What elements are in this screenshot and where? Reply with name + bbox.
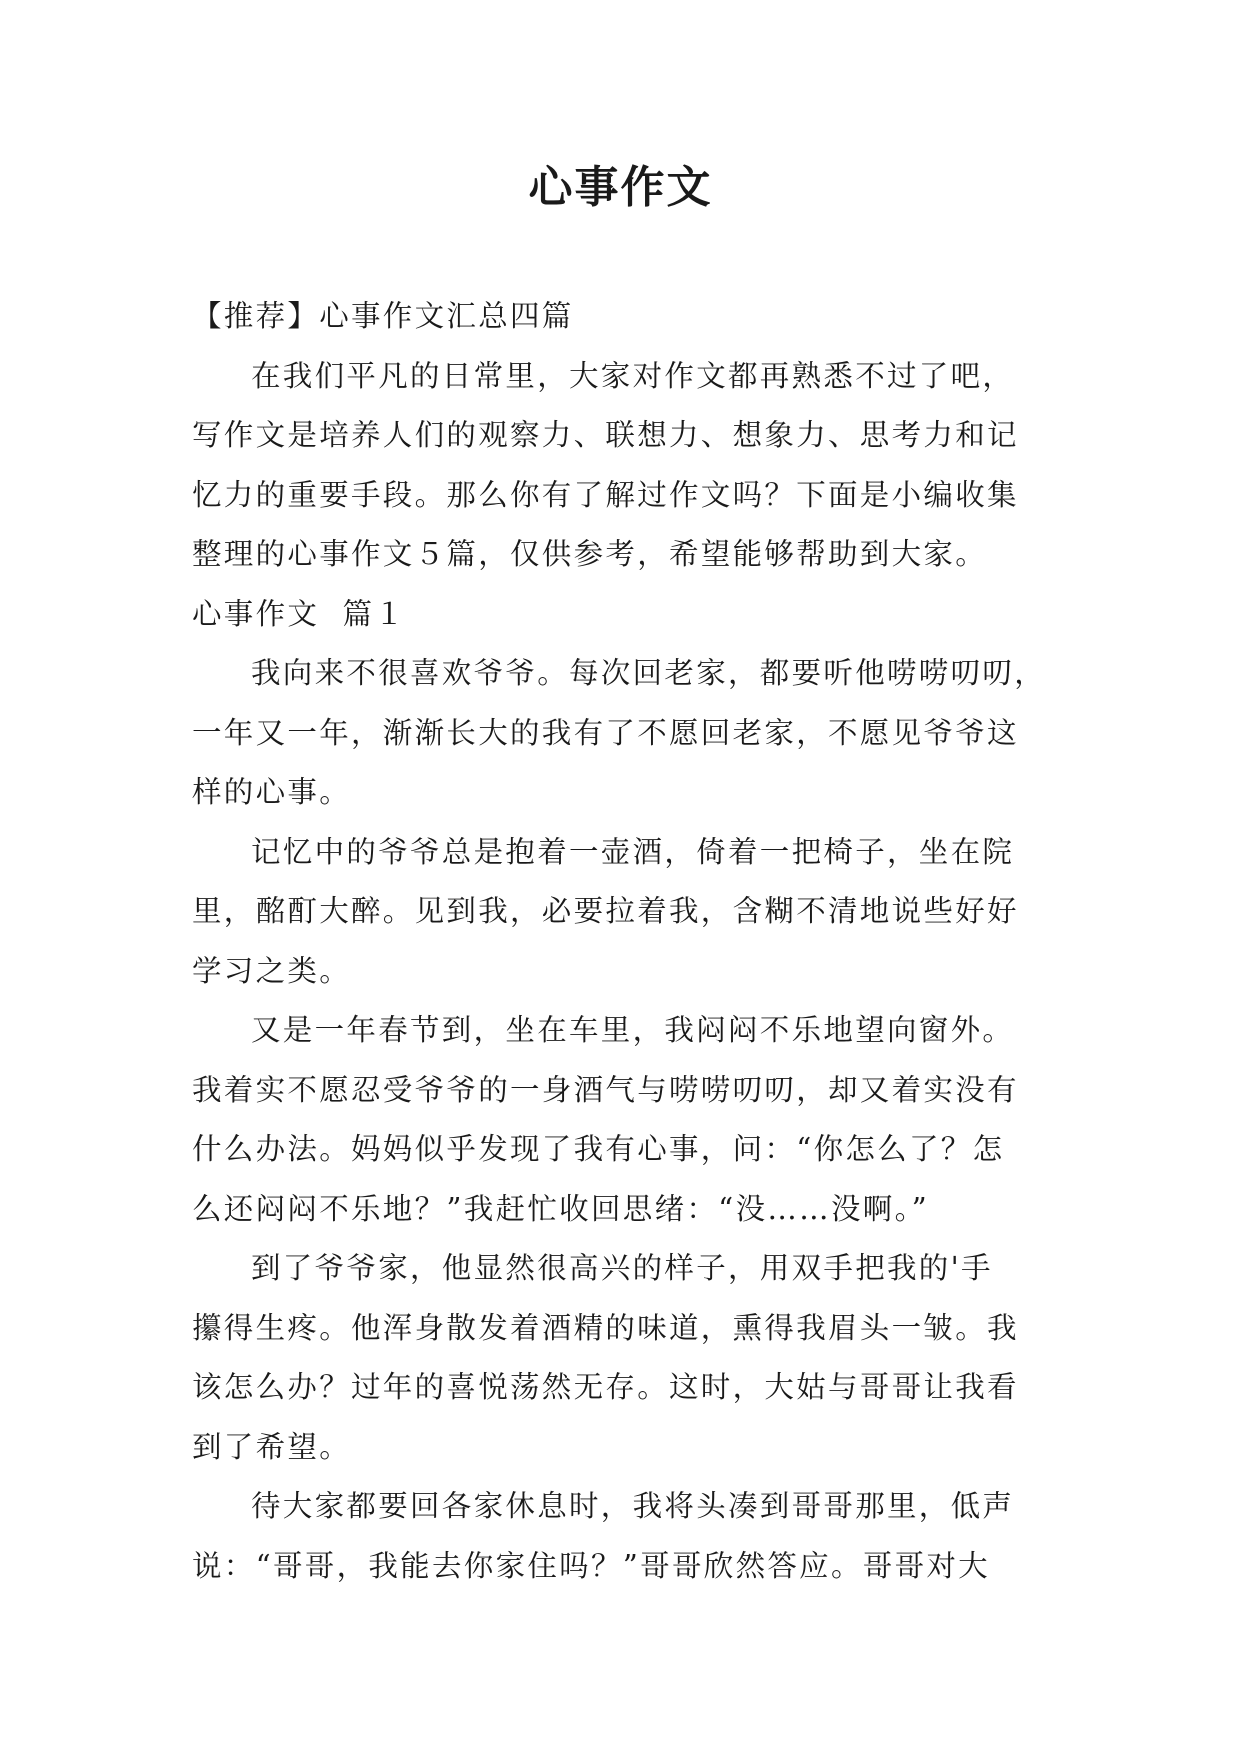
body-paragraph	[192, 644, 1054, 823]
paragraph-line: 样的心事。	[192, 775, 352, 809]
paragraph-line: 说：“哥哥，我能去你家住吗？”哥哥欣然答应。哥哥对大	[192, 1548, 990, 1583]
body-paragraph	[192, 1477, 1054, 1596]
paragraph-line: 到了希望。	[192, 1429, 352, 1464]
paragraph-line: 又是一年春节到，坐在车里，我闷闷不乐地望向窗外。	[251, 1013, 1015, 1047]
document-title: 心事作文	[528, 162, 713, 213]
paragraph-line: 我向来不很喜欢爷爷。每次回老家，都要听他唠唠叨叨，	[251, 656, 1047, 690]
paragraph-line: 什么办法。妈妈似乎发现了我有心事，问：“你怎么了？怎	[192, 1132, 1005, 1166]
section-heading: 心事作文 篇１	[192, 596, 407, 631]
paragraph-line: 到了爷爷家，他显然很高兴的样子，用双手把我的'手	[251, 1251, 993, 1285]
body-paragraph	[192, 1001, 1054, 1239]
body-paragraph	[192, 823, 1054, 1002]
paragraph-line: 里，酩酊大醉。见到我，必要拉着我，含糊不清地说些好好	[192, 894, 1019, 928]
paragraph-line: 学习之类。	[192, 953, 352, 988]
paragraph-line: 待大家都要回各家休息时，我将头凑到哥哥那里，低声	[251, 1489, 1015, 1523]
paragraph-line: 记忆中的爷爷总是抱着一壶酒，倚着一把椅子，坐在院	[251, 834, 1015, 869]
paragraph-line: 攥得生疼。他浑身散发着酒精的味道，熏得我眉头一皱。我	[192, 1310, 1019, 1345]
document-body	[192, 287, 1054, 1596]
paragraph-line: 我着实不愿忍受爷爷的一身酒气与唠唠叨叨，却又着实没有	[192, 1072, 1019, 1107]
document-subtitle: 【推荐】心事作文汇总四篇	[192, 299, 574, 333]
paragraph-line: 一年又一年，渐渐长大的我有了不愿回老家，不愿见爷爷这	[192, 715, 1019, 750]
paragraph-line: 该怎么办？过年的喜悦荡然无存。这时，大姑与哥哥让我看	[192, 1370, 1019, 1404]
intro-line: 忆力的重要手段。那么你有了解过作文吗？下面是小编收集	[192, 477, 1019, 512]
body-paragraph	[192, 1239, 1054, 1477]
intro-line: 在我们平凡的日常里，大家对作文都再熟悉不过了吧，	[251, 358, 1015, 393]
intro-line: 整理的心事作文５篇，仅供参考，希望能够帮助到大家。	[192, 537, 988, 571]
paragraph-line: 么还闷闷不乐地？”我赶忙收回思绪：“没……没啊。”	[192, 1191, 929, 1226]
intro-line: 写作文是培养人们的观察力、联想力、想象力、思考力和记	[192, 418, 1019, 452]
intro-paragraph	[192, 347, 1054, 585]
